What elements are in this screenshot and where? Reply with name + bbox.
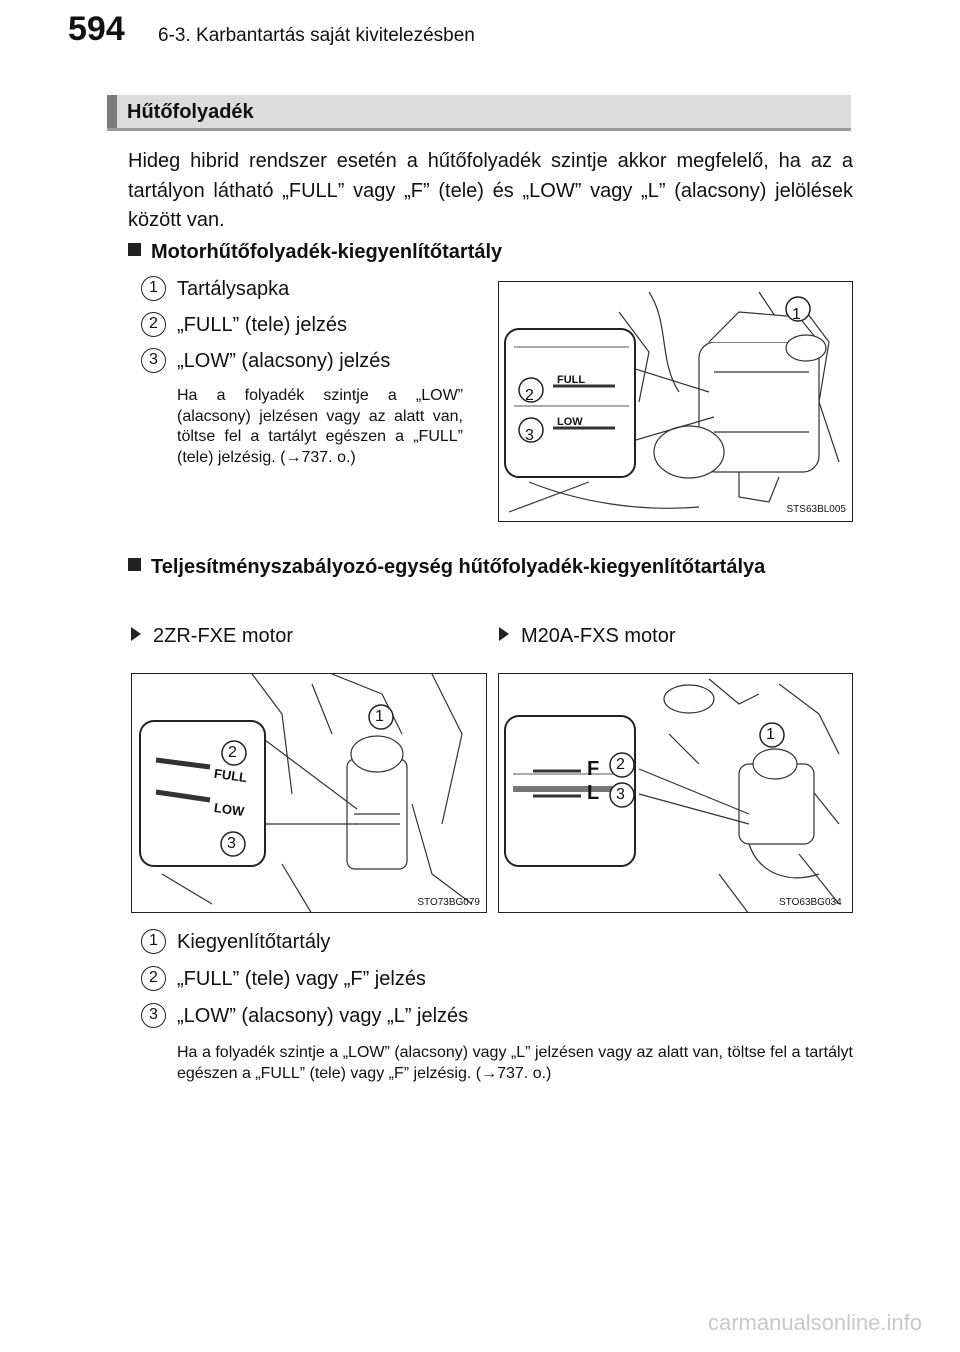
full-mark-label: FULL [213,765,249,786]
engine-text: M20A-FXS motor [521,625,676,647]
callout-3: 3 [616,786,625,803]
subheading-pcu-reservoir [128,551,853,583]
triangle-bullet-icon [131,627,141,641]
engine-label-right [499,625,675,648]
intro-paragraph: Hideg hibrid rendszer esetén a hűtőfolyadék szintje akkor megfelelő, ha az a tartályon látható „FULL” vagy „F” (tele) és „LOW” vagy „L” (alacsony) jelölések között van. [128,150,853,231]
figure-m20a-fxs [498,673,853,913]
bullet-square-icon [128,243,141,256]
callout-2: 2 [228,744,237,761]
figure-code: STO63BG034 [779,897,842,908]
reservoir-illustration [499,674,853,913]
callout-1: 1 [766,726,775,743]
engine-text: 2ZR-FXE motor [153,625,294,647]
callout-1: 1 [375,708,384,725]
low-mark-label: LOW [557,416,583,428]
item-label: „LOW” (alacsony) jelzés [177,350,391,372]
full-mark-label: FULL [557,374,586,386]
chapter-title: 6-3. Karbantartás saját kivitelezésben [158,25,475,46]
note-text: Ha a folyadék szintje a „LOW” (alacsony) jelzésen vagy az alatt van, töltse fel a tartályt egészen a „FULL” (tele) jelzésig. (→737. o.) [177,387,463,466]
triangle-bullet-icon [499,627,509,641]
l-mark-label: L [587,782,600,804]
item-label: „LOW” (alacsony) vagy „L” jelzés [177,1005,469,1027]
item-label: „FULL” (tele) jelzés [177,314,348,336]
section-header [107,95,851,131]
item-number-badge: 1 [141,276,166,301]
callout-1: 1 [792,306,801,323]
reservoir-illustration [132,674,487,913]
page-number: 594 [68,10,125,48]
item-number-badge: 2 [141,966,166,991]
item-number-badge: 1 [141,929,166,954]
engine-label-left [131,625,293,648]
item-number-badge: 3 [141,348,166,373]
figure-engine-reservoir [498,281,853,522]
callout-2: 2 [616,756,625,773]
section-accent [107,95,117,128]
callout-3: 3 [525,427,534,444]
low-mark-label: LOW [213,799,246,820]
item-number-badge: 3 [141,1003,166,1028]
callout-3: 3 [227,835,236,852]
figure-2zr-fxe [131,673,487,913]
f-mark-label: F [587,758,600,780]
section-title: Hűtőfolyadék [127,101,254,123]
callout-2: 2 [525,387,534,404]
figure-code: STO73BG079 [417,897,480,908]
item-number-badge: 2 [141,312,166,337]
subheading-engine-reservoir [128,236,853,268]
subheading-text: Teljesítményszabályozó-egység hűtőfolyadék-kiegyenlítőtartálya [151,556,766,578]
note-text: Ha a folyadék szintje a „LOW” (alacsony) vagy „L” jelzésen vagy az alatt van, töltse fel a tartályt egészen a „FULL” (tele) vagy „F” jelzésig. (→737. o.) [177,1044,853,1082]
bullet-square-icon [128,558,141,571]
watermark: carmanualsonline.info [707,1310,922,1335]
item-label: Tartálysapka [177,278,290,300]
item-label: „FULL” (tele) vagy „F” jelzés [177,968,426,990]
item-label: Kiegyenlítőtartály [177,931,331,953]
subheading-text: Motorhűtőfolyadék-kiegyenlítőtartály [151,241,503,263]
figure-code: STS63BL005 [786,504,846,515]
